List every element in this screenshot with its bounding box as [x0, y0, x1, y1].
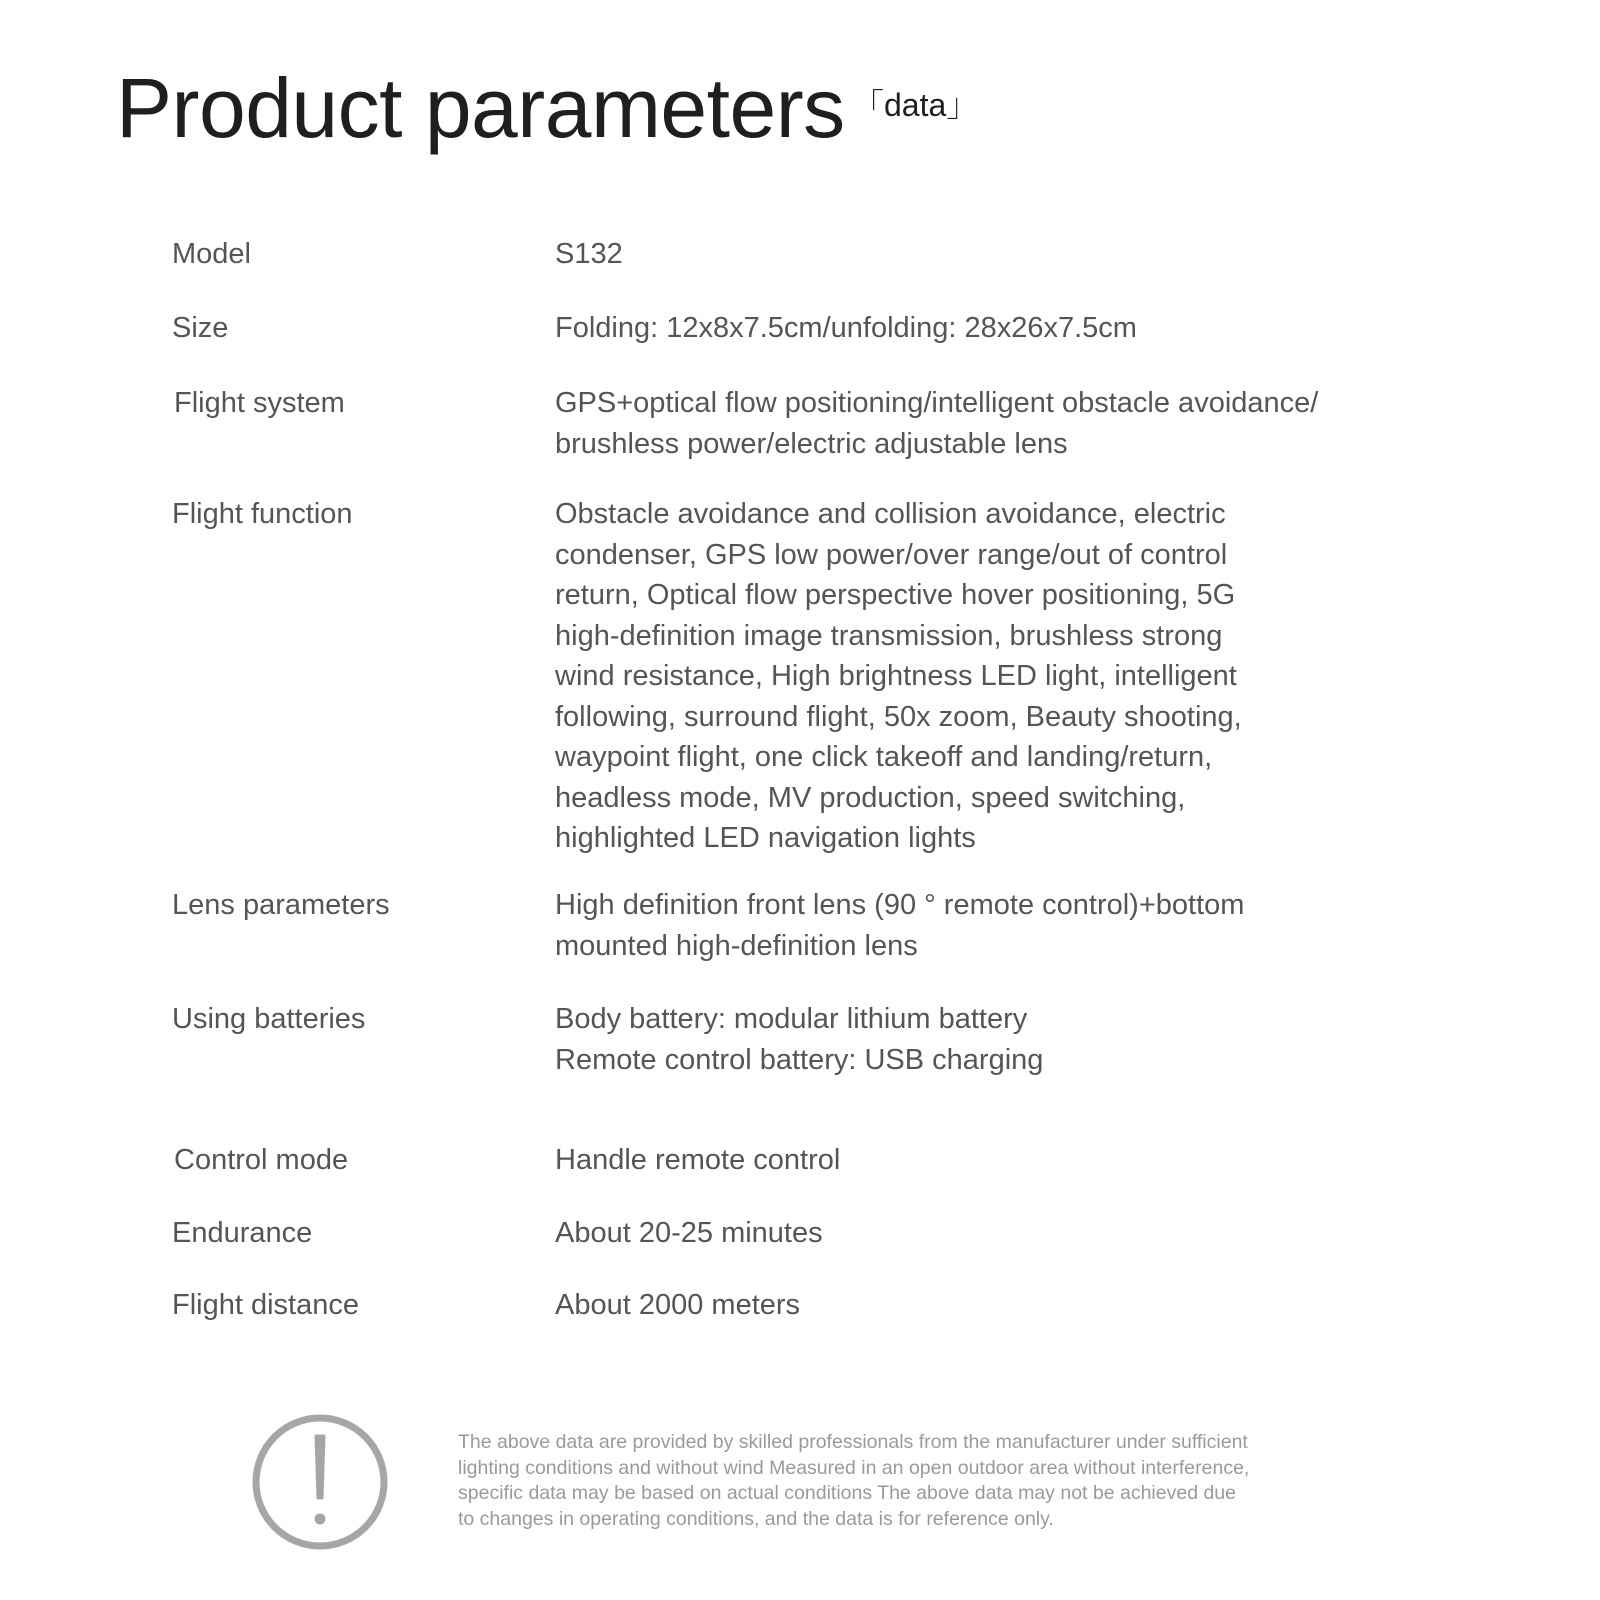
disclaimer-line: The above data are provided by skilled professionals from the manufacturer under sufficient — [458, 1431, 1248, 1453]
spec-value-line: brushless power/electric adjustable lens — [555, 427, 1068, 460]
spec-value — [555, 1213, 1355, 1254]
spec-value — [555, 1140, 1355, 1181]
spec-value-line: waypoint flight, one click takeoff and landing/return, — [555, 741, 1213, 773]
spec-label: Model — [172, 238, 251, 270]
spec-value-line: mounted high-definition lens — [555, 929, 918, 962]
disclaimer-line: lighting conditions and without wind Measured in an open outdoor area without interference, — [458, 1456, 1250, 1479]
spec-label: Endurance — [172, 1217, 313, 1249]
spec-value-line: headless mode, MV production, speed switching, — [555, 781, 1186, 814]
spec-value-line: highlighted LED navigation lights — [555, 822, 976, 854]
spec-value-line: Handle remote control — [555, 1144, 841, 1176]
spec-value-line: GPS+optical flow positioning/intelligent obstacle avoidance/ — [555, 387, 1319, 419]
spec-value-line: S132 — [555, 238, 623, 270]
spec-value-line: following, surround flight, 50x zoom, Beauty shooting, — [555, 700, 1242, 733]
disclaimer-line: specific data may be based on actual conditions The above data may not be achieved due — [458, 1482, 1236, 1504]
exclamation-circle-icon — [250, 1412, 390, 1552]
spec-value-line: Remote control battery: USB charging — [555, 1043, 1044, 1076]
spec-value — [555, 885, 1355, 966]
spec-value-line: Body battery: modular lithium battery — [555, 1003, 1028, 1035]
spec-value-line: About 2000 meters — [555, 1289, 801, 1321]
spec-label: Using batteries — [172, 1003, 366, 1035]
spec-value-line: About 20-25 minutes — [555, 1217, 823, 1249]
spec-value-line: condenser, GPS low power/over range/out of control — [555, 538, 1228, 571]
spec-value — [555, 383, 1355, 464]
disclaimer-text — [458, 1430, 1318, 1532]
spec-label: Flight system — [174, 387, 345, 419]
spec-label: Flight distance — [172, 1289, 359, 1321]
spec-value — [555, 308, 1355, 349]
spec-label: Flight function — [172, 498, 353, 530]
disclaimer-line: to changes in operating conditions, and the data is for reference only. — [458, 1507, 1054, 1530]
spec-value — [555, 234, 1355, 275]
spec-value-line: wind resistance, High brightness LED light, intelligent — [555, 660, 1237, 692]
title-tag: 「data」 — [852, 87, 979, 123]
spec-value-line: High definition front lens (90 ° remote control)+bottom — [555, 889, 1245, 921]
spec-label: Size — [172, 312, 229, 344]
spec-value — [555, 494, 1355, 859]
spec-value-line: Folding: 12x8x7.5cm/unfolding: 28x26x7.5cm — [555, 312, 1137, 344]
spec-label: Lens parameters — [172, 889, 390, 921]
spec-value-line: high-definition image transmission, brushless strong — [555, 619, 1223, 652]
spec-value-line: Obstacle avoidance and collision avoidance, electric — [555, 498, 1226, 530]
spec-label: Control mode — [174, 1144, 349, 1176]
page-title: Product parameters — [116, 61, 845, 155]
spec-value — [555, 1285, 1355, 1326]
spec-value-line: return, Optical flow perspective hover positioning, 5G — [555, 579, 1236, 611]
spec-value — [555, 999, 1355, 1080]
